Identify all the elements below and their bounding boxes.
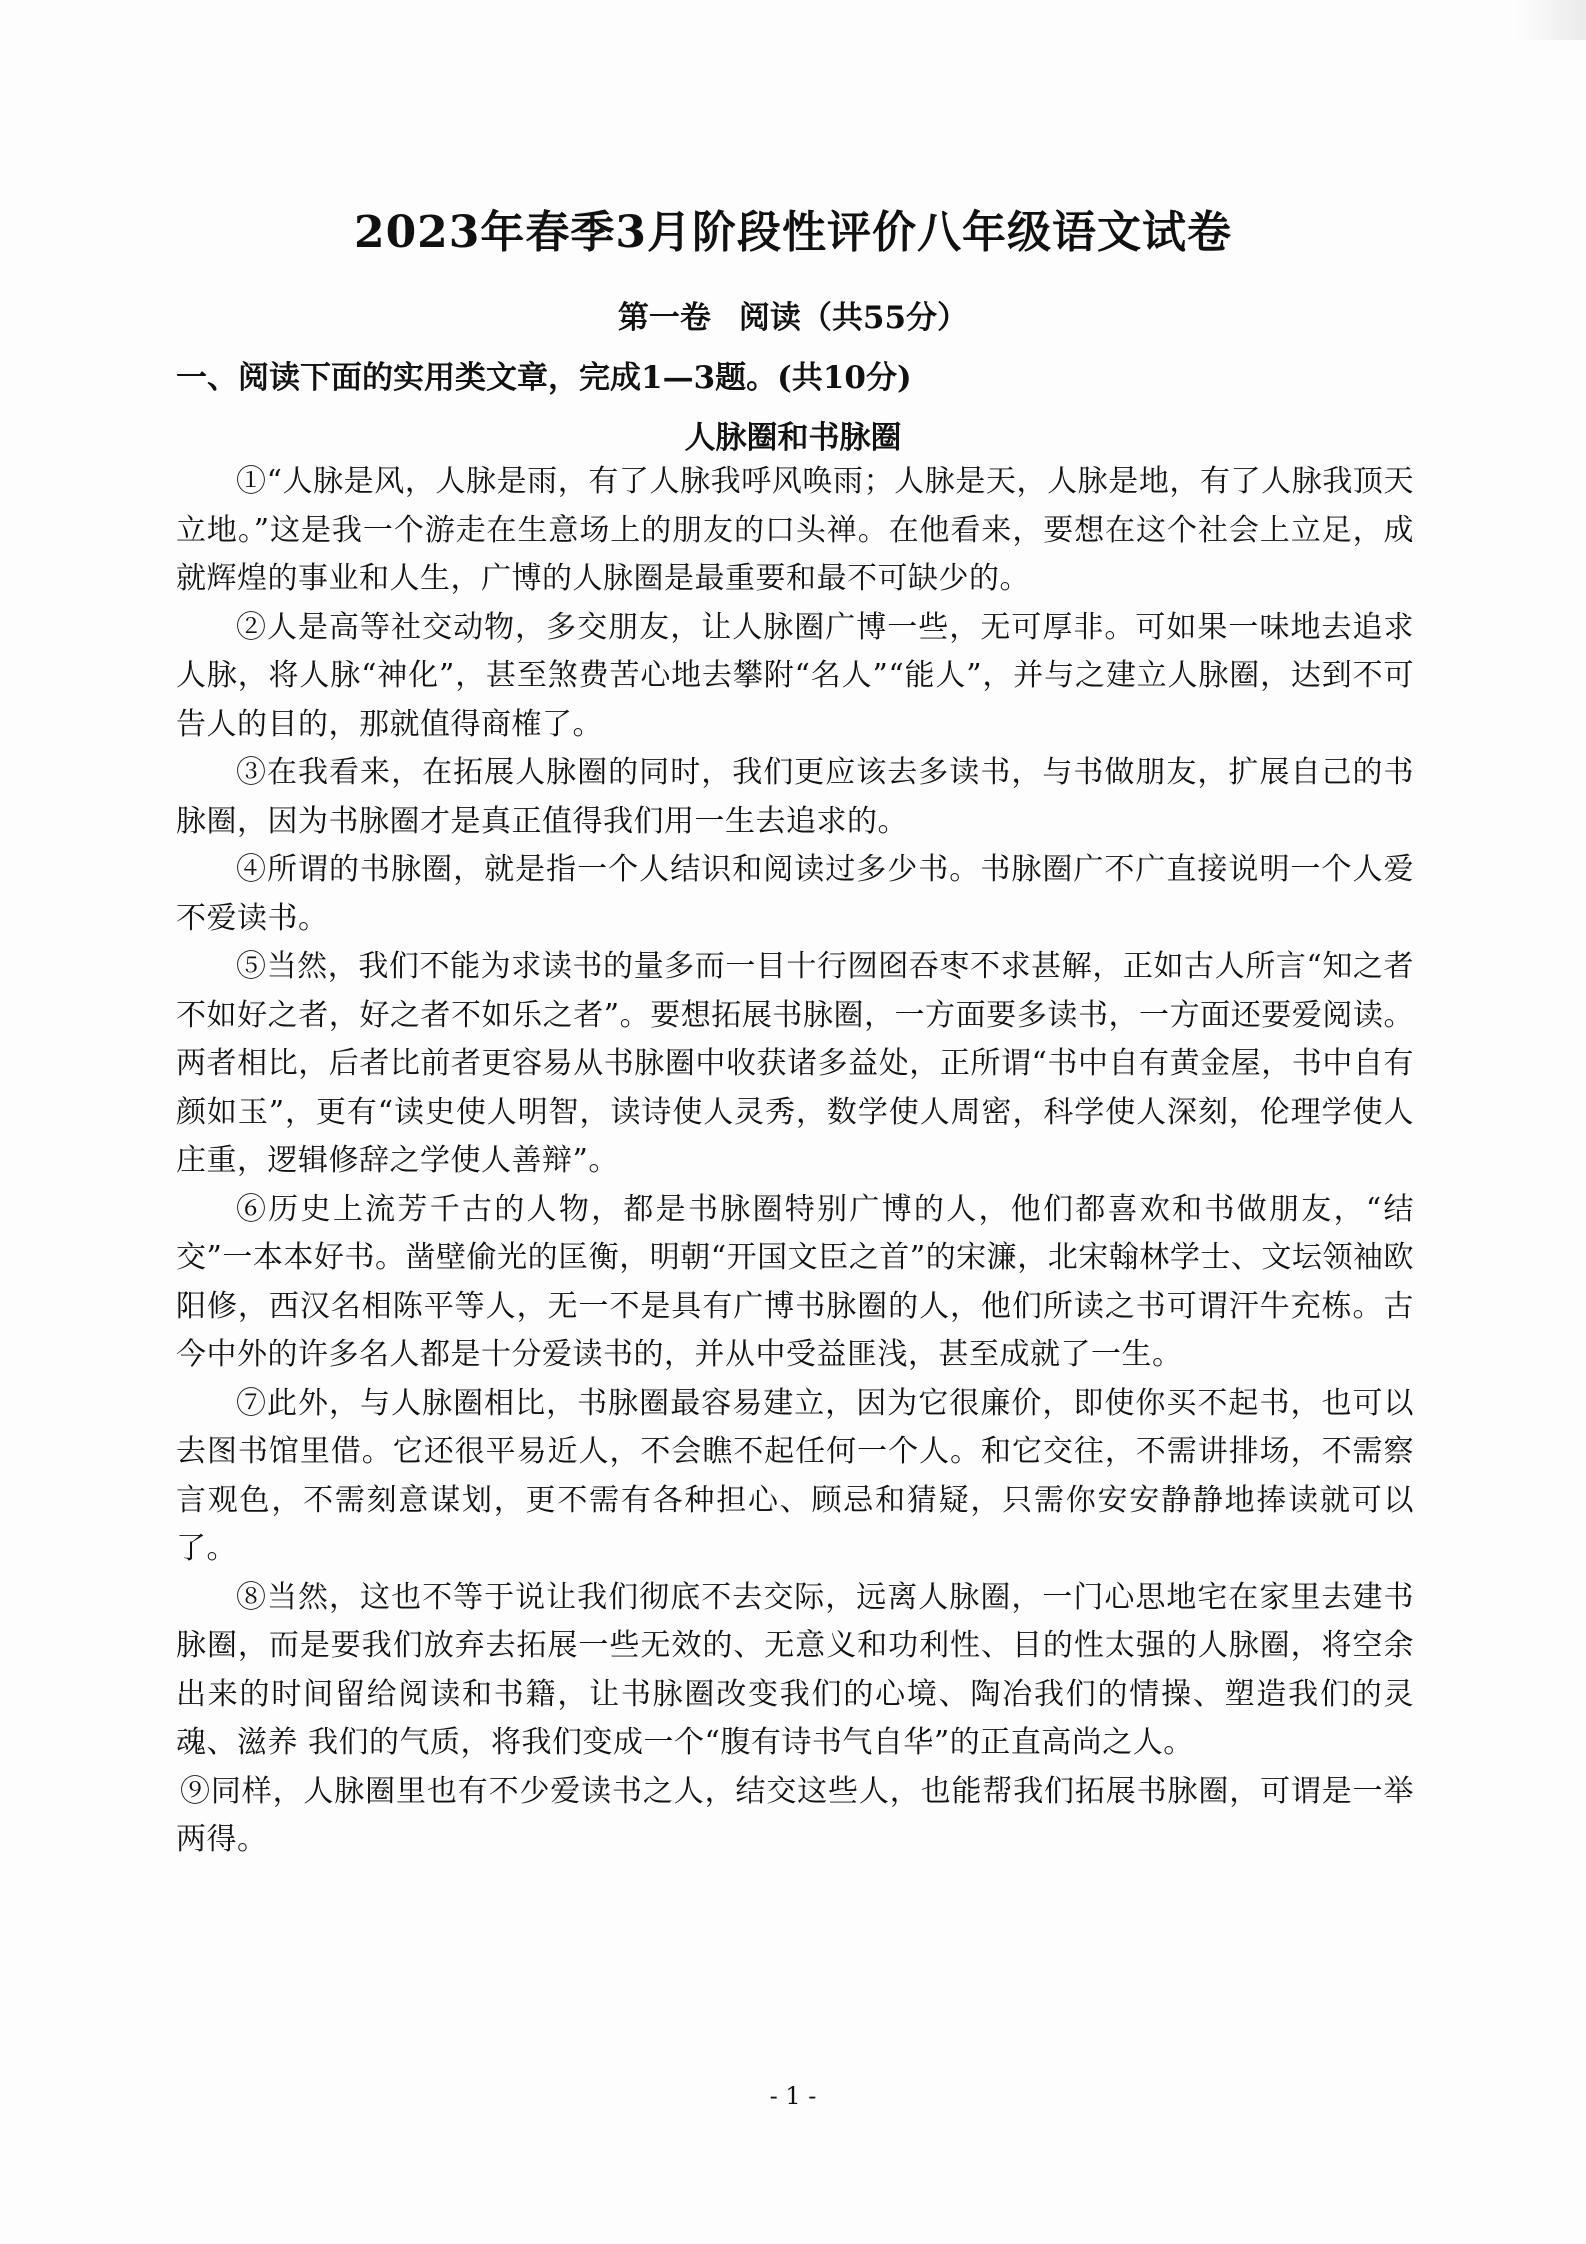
paragraph-4: ④所谓的书脉圈，就是指一个人结识和阅读过多少书。书脉圈广不广直接说明一个人爱不爱读书。 (176, 852, 1414, 936)
paragraph-2: ②人是高等社交动物，多交朋友，让人脉圈广博一些，无可厚非。可如果一味地去追求人脉，将人脉“神化”，甚至煞费苦心地去攀附“名人”“能人”，并与之建立人脉圈，达到不可告人的目的，那就值得商榷了。 (176, 609, 1414, 742)
scan-edge-shadow (1516, 0, 1586, 40)
paragraph-9: ⑨同样，人脉圈里也有不少爱读书之人，结交这些人，也能帮我们拓展书脉圈，可谓是一举两得。 (176, 1773, 1414, 1857)
section-subtitle: 阅读（共55分） (738, 300, 969, 336)
paragraph-3: ③在我看来，在拓展人脉圈的同时，我们更应该去多读书，与书做朋友，扩展自己的书脉圈，因为书脉圈才是真正值得我们用一生去追求的。 (176, 755, 1414, 839)
exam-title: 2023年春季3月阶段性评价八年级语文试卷 (353, 207, 1233, 258)
article-title: 人脉圈和书脉圈 (684, 420, 902, 456)
article-body (176, 458, 1414, 1865)
paragraph-8: ⑧当然，这也不等于说让我们彻底不去交际，远离人脉圈，一门心思地宅在家里去建书脉圈，而是要我们放弃去拓展一些无效的、无意义和功利性、目的性太强的人脉圈，将空余出来的时间留给阅读和书籍，让书脉圈改变我们的心境、陶冶我们的情操、塑造我们的灵魂、滋养 我们的气质，将我们变成一个“腹有诗书气自华”的正直高尚之人。 (176, 1579, 1414, 1760)
section-name: 第一卷 (617, 300, 711, 336)
paragraph-5: ⑤当然，我们不能为求读书的量多而一目十行囫囵吞枣不求甚解，正如古人所言“知之者不如好之者，好之者不如乐之者”。要想拓展书脉圈，一方面要多读书，一方面还要爱阅读。 两者相比，后者比前者更容易从书脉圈中收获诸多益处，正所谓“书中自有黄金屋，书中自有颜如玉”，更有“读史使人明智，读诗使人灵秀，数学使人周密，科学使人深刻，伦理学使人庄重，逻辑修辞之学使人善辩”。 (176, 949, 1414, 1178)
paragraph-1: ①“人脉是风，人脉是雨，有了人脉我呼风唤雨；人脉是天，人脉是地，有了人脉我顶天立地。”这是我一个游走在生意场上的朋友的口头禅。在他看来，要想在这个社会上立足，成就辉煌的事业和人生，广博的人脉圈是最重要和最不可缺少的。 (176, 464, 1414, 596)
question-heading: 一、阅读下面的实用类文章，完成1—3题。(共10分) (176, 360, 912, 396)
paragraph-7: ⑦此外，与人脉圈相比，书脉圈最容易建立，因为它很廉价，即使你买不起书，也可以去图书馆里借。它还很平易近人，不会瞧不起任何一个人。和它交往，不需讲排场，不需察言观色，不需刻意谋划，更不需有各种担心、顾忌和猜疑，只需你安安静静地捧读就可以了。 (176, 1385, 1414, 1566)
section-title (0, 292, 1586, 337)
page-number: - 1 - (769, 2082, 817, 2110)
paragraph-6: ⑥历史上流芳千古的人物，都是书脉圈特别广博的人，他们都喜欢和书做朋友，“结交”一本本好书。凿壁偷光的匡衡，明朝“开国文臣之首”的宋濂，北宋翰林学士、文坛领袖欧阳修，西汉名相陈平等人，无一不是具有广博书脉圈的人，他们所读之书可谓汗牛充栋。古今中外的许多名人都是十分爱读书的，并从中受益匪浅，甚至成就了一生。 (176, 1191, 1414, 1372)
